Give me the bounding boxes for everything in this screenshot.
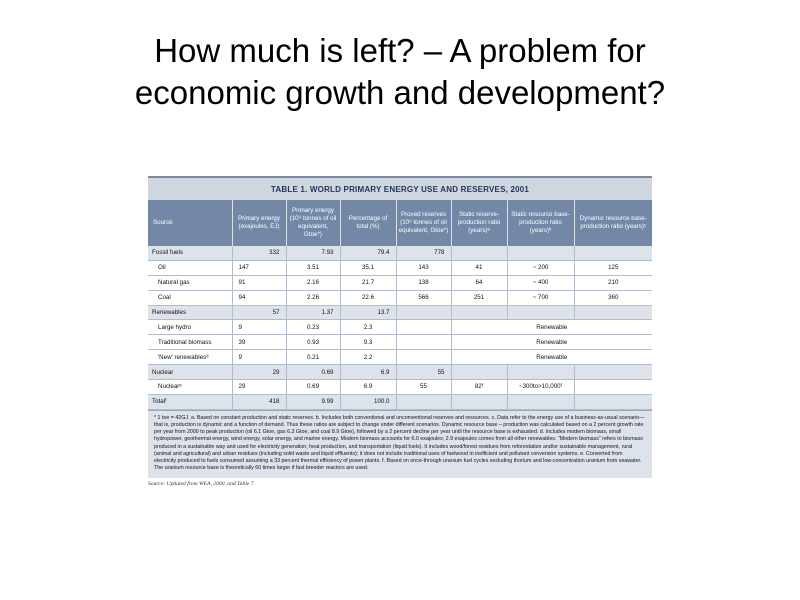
row-label: Totalᶠ bbox=[148, 394, 232, 409]
table-cell: 143 bbox=[396, 260, 451, 275]
table-cell bbox=[451, 365, 507, 380]
row-label: Nuclearᵉ bbox=[148, 380, 232, 395]
table-cell: 1.37 bbox=[286, 305, 340, 320]
table-cell: 82ᶠ bbox=[451, 380, 507, 395]
table-cell: 0.93 bbox=[286, 335, 340, 350]
table-cell: 79.4 bbox=[340, 246, 396, 260]
table-row-large-hydro bbox=[148, 320, 652, 335]
table-cell bbox=[396, 350, 451, 365]
table-cell: 2.26 bbox=[286, 290, 340, 305]
row-label: Renewables bbox=[148, 305, 232, 320]
table-cell: 360 bbox=[574, 290, 652, 305]
table-cell: 94 bbox=[232, 290, 286, 305]
slide-title-line-2: economic growth and development? bbox=[134, 74, 666, 111]
table-cell: 7.93 bbox=[286, 246, 340, 260]
table-caption: TABLE 1. WORLD PRIMARY ENERGY USE AND RESERVES, 2001 bbox=[148, 176, 652, 200]
table-cell: 138 bbox=[396, 275, 451, 290]
table-cell: 2.2 bbox=[340, 350, 396, 365]
column-header: Static resource base-production ratio (years)ᵇ bbox=[507, 200, 574, 246]
table-cell: 251 bbox=[451, 290, 507, 305]
table-cell bbox=[574, 380, 652, 395]
column-header: Proved reserves (10⁹ tonnes of oil equivalent, Gtoe*) bbox=[396, 200, 451, 246]
table-cell: 64 bbox=[451, 275, 507, 290]
row-label: Natural gas bbox=[148, 275, 232, 290]
table-cell: 418 bbox=[232, 394, 286, 409]
table-cell: 125 bbox=[574, 260, 652, 275]
table-cell: 22.6 bbox=[340, 290, 396, 305]
table-row-natural-gas bbox=[148, 275, 652, 290]
table-cell: ~ 400 bbox=[507, 275, 574, 290]
table-cell bbox=[396, 394, 451, 409]
table-cell bbox=[507, 305, 574, 320]
table-row-fossil-fuels bbox=[148, 246, 652, 260]
table-cell bbox=[507, 394, 574, 409]
table-notes bbox=[148, 410, 652, 479]
table-cell: Renewable bbox=[451, 350, 652, 365]
column-header: Static reserve-production ratio (years)ᵃ bbox=[451, 200, 507, 246]
table-cell: ~ 700 bbox=[507, 290, 574, 305]
table-cell bbox=[396, 335, 451, 350]
table-cell: 566 bbox=[396, 290, 451, 305]
table-row-traditional-biomass bbox=[148, 335, 652, 350]
table-cell: 100.0 bbox=[340, 394, 396, 409]
energy-table bbox=[148, 200, 652, 410]
table-cell: 55 bbox=[396, 380, 451, 395]
table-cell: 21.7 bbox=[340, 275, 396, 290]
table-cell: 9 bbox=[232, 320, 286, 335]
table-cell: 41 bbox=[451, 260, 507, 275]
table-cell bbox=[507, 246, 574, 260]
column-header: Primary energy (10⁹ tonnes of oil equivalent, Gtoe*) bbox=[286, 200, 340, 246]
table-cell: 9.3 bbox=[340, 335, 396, 350]
table-cell: 6.9 bbox=[340, 365, 396, 380]
row-label: Large hydro bbox=[148, 320, 232, 335]
table-cell: 6.9 bbox=[340, 380, 396, 395]
row-label: 'New' renewablesᵈ bbox=[148, 350, 232, 365]
table-cell bbox=[574, 305, 652, 320]
table-cell bbox=[451, 246, 507, 260]
table-cell: 210 bbox=[574, 275, 652, 290]
table-footnotes: * 1 toe = 42GJ. a. Based on constant production and static reserves. b. Includes both conventional and unconventional reserves and resources. c. Data refer to the energy use of a business-as-usual scenario—that is, production is dynamic and a function of demand. Thus these ratios are subject to change under different scenarios. Dynamic resource base – production was calculated based on a 2 percent growth rate per year from 2000 to peak production (oil 6.1 Gtoe, gas 6.3 Gtoe, and coal 8.9 Gtoe), followed by a 2 percent decline per year until the resource base is exhausted. d. Includes modern biomass, small hydropower, geothermal energy, wind energy, solar energy, and marine energy. Modern biomass accounts for 6.0 exajoules; 2.9 exajoules comes from all other renewables. "Modern biomass" refers to biomass produced in a sustainable way and used for electricity generation, heat production, and transportation (liquid fuels). It includes wood/forest residues from reforestation and/or sustainable management, rural (animal and agricultural) and urban residues (including solid waste and liquid effluents); it does not include traditional uses of fuelwood in inefficient and pollutant conversion systems. e. Converted from electricity produced to fuels consumed assuming a 33 percent thermal efficiency of power plants. f. Based on once-through uranium fuel cycles excluding thorium and low-concentration uranium from seawater. The uranium resource base is theoretically 60 times larger if fast breeder reactors are used. bbox=[154, 414, 645, 472]
table-cell bbox=[507, 365, 574, 380]
table-cell: Renewable bbox=[451, 335, 652, 350]
table-header-row bbox=[148, 200, 652, 246]
table-cell: ~ 200 bbox=[507, 260, 574, 275]
table-cell: 2.3 bbox=[340, 320, 396, 335]
table-cell bbox=[396, 305, 451, 320]
row-label: Nuclear bbox=[148, 365, 232, 380]
table-cell: 29 bbox=[232, 380, 286, 395]
row-label: Coal bbox=[148, 290, 232, 305]
column-header: Source bbox=[148, 200, 232, 246]
table-cell: 0.69 bbox=[286, 380, 340, 395]
table-source: Source: Updated from WEA, 2000, and Table 7. bbox=[148, 481, 255, 488]
table-cell: 35.1 bbox=[340, 260, 396, 275]
column-header: Dynamic resource base-production ratio (years)ᶜ bbox=[574, 200, 652, 246]
row-label: Oil bbox=[148, 260, 232, 275]
table-cell: 0.21 bbox=[286, 350, 340, 365]
table-row-new-renewables bbox=[148, 350, 652, 365]
table-cell bbox=[574, 365, 652, 380]
row-label: Traditional biomass bbox=[148, 335, 232, 350]
table-cell: 13.7 bbox=[340, 305, 396, 320]
table-cell: Renewable bbox=[451, 320, 652, 335]
table-row-renewables bbox=[148, 305, 652, 320]
table-cell: 57 bbox=[232, 305, 286, 320]
table-cell: 9.99 bbox=[286, 394, 340, 409]
column-header: Percentage of total (%) bbox=[340, 200, 396, 246]
table-row-coal bbox=[148, 290, 652, 305]
table-cell bbox=[574, 394, 652, 409]
table-cell: 39 bbox=[232, 335, 286, 350]
table-cell: 332 bbox=[232, 246, 286, 260]
table-cell: ~300to>10,000ᶠ bbox=[507, 380, 574, 395]
table-cell: 29 bbox=[232, 365, 286, 380]
table-cell: 147 bbox=[232, 260, 286, 275]
table-cell: 0.23 bbox=[286, 320, 340, 335]
row-label: Fossil fuels bbox=[148, 246, 232, 260]
column-header: Primary energy (exajoules, EJ) bbox=[232, 200, 286, 246]
table-cell bbox=[574, 246, 652, 260]
table-row-oil bbox=[148, 260, 652, 275]
table-cell: 778 bbox=[396, 246, 451, 260]
table-row-total bbox=[148, 394, 652, 409]
slide-title bbox=[0, 30, 800, 114]
table-cell: 3.51 bbox=[286, 260, 340, 275]
table-cell bbox=[451, 394, 507, 409]
table-cell: 9 bbox=[232, 350, 286, 365]
table-row-nuclear-group bbox=[148, 365, 652, 380]
slide-title-line-1: How much is left? – A problem for bbox=[154, 32, 646, 69]
table-figure bbox=[148, 176, 652, 487]
table-cell bbox=[396, 320, 451, 335]
table-cell bbox=[451, 305, 507, 320]
table-cell: 91 bbox=[232, 275, 286, 290]
table-cell: 0.69 bbox=[286, 365, 340, 380]
table-cell: 2.16 bbox=[286, 275, 340, 290]
table-cell: 55 bbox=[396, 365, 451, 380]
table-row-nuclear bbox=[148, 380, 652, 395]
